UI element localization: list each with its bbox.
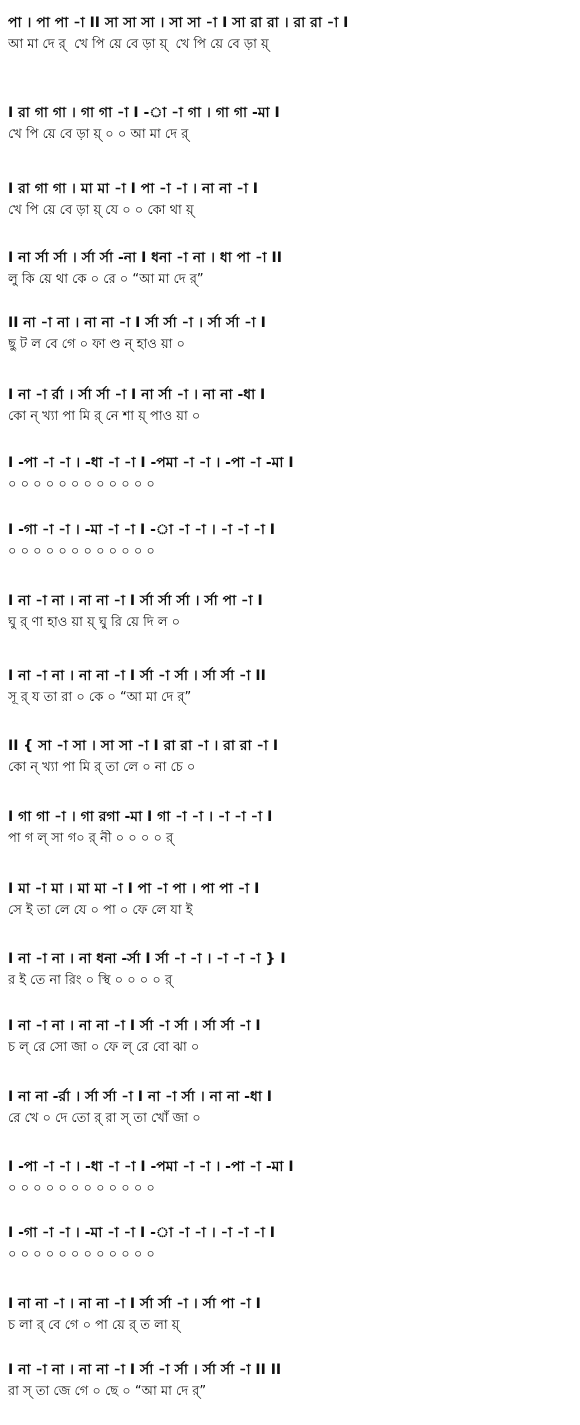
lyrics-line: ০ ০ ০ ০ ০ ০ ০ ০ ০ ০ ০ ০ <box>8 477 155 492</box>
lyrics-line: খে পি য়ে বে ড়া য়্ ০ ০ আ মা দে র্ <box>8 127 189 142</box>
notation-line: I না -া না । না না -া I র্সা -া র্সা । র্সা র্সা -া II <box>8 668 266 684</box>
notation-line: পা । পা পা -া II সা সা সা । সা সা -া I সা রা রা । রা রা -া I <box>8 15 349 31</box>
notation-line: II না -া না । না না -া I র্সা র্সা -া । র্সা র্সা -া I <box>8 315 266 331</box>
notation-line: I -পা -া -া । -ধা -া -া I -পমা -া -া । -পা -া -মা I <box>8 1159 294 1175</box>
notation-line: I না না -র্রা । র্সা র্সা -া I না -া র্সা । না না -ধা I <box>8 1089 272 1105</box>
notation-line: I না -া না । না না -া I র্সা -া র্সা । র্সা র্সা -া I <box>8 1018 261 1034</box>
notation-block <box>0 950 580 1014</box>
notation-block <box>0 314 580 378</box>
lyrics-line: রা স্ তা জে গে ০ ছে ০ “আ মা দে র্” <box>8 1384 207 1399</box>
notation-block <box>0 521 580 585</box>
notation-block <box>0 667 580 731</box>
notation-block <box>0 454 580 518</box>
notation-block <box>0 808 580 872</box>
notation-block <box>0 880 580 944</box>
notation-line: I -পা -া -া । -ধা -া -া I -পমা -া -া । -পা -া -মা I <box>8 455 294 471</box>
lyrics-line: আ মা দে র্ খে পি য়ে বে ড়া য়্ খে পি য়ে বে ড়া য়্ <box>8 37 269 52</box>
lyrics-line: চ ল্ রে সো জা ০ ফে ল্ রে বো ঝা ০ <box>8 1040 200 1055</box>
lyrics-line: র ই তে না রিং ০ স্থি ০ ০ ০ ০ র্ <box>8 973 173 988</box>
notation-line: I মা -া মা । মা মা -া I পা -া পা । পা পা -া I <box>8 881 260 897</box>
notation-line: I না -া না । না ধনা -র্সা I র্সা -া -া । -া -া -া } I <box>8 951 286 967</box>
notation-line: I না -া না । না না -া I র্সা র্সা র্সা । র্সা পা -া I <box>8 593 263 609</box>
lyrics-line: কো ন্ খ্যা পা মি র্ তা লে ০ না চে ০ <box>8 760 196 775</box>
notation-line: I রা গা গা । গা গা -া I -া -া গা । গা গা -মা I <box>8 105 280 121</box>
notation-block <box>0 1158 580 1222</box>
notation-block <box>0 14 580 78</box>
lyrics-line: ছু ট ল বে গে ০ ফা ণ্ড ন্ হাও য়া ০ <box>8 337 185 352</box>
lyrics-line: ০ ০ ০ ০ ০ ০ ০ ০ ০ ০ ০ ০ <box>8 1247 155 1262</box>
lyrics-line: ০ ০ ০ ০ ০ ০ ০ ০ ০ ০ ০ ০ <box>8 1181 155 1196</box>
notation-block <box>0 1224 580 1288</box>
notation-block <box>0 1295 580 1359</box>
notation-block <box>0 249 580 313</box>
notation-line: I না -া র্রা । র্সা র্সা -া I না র্সা -া । না না -ধা I <box>8 387 266 403</box>
lyrics-line: ০ ০ ০ ০ ০ ০ ০ ০ ০ ০ ০ ০ <box>8 544 155 559</box>
notation-block <box>0 1088 580 1152</box>
notation-block <box>0 737 580 801</box>
notation-block <box>0 1361 580 1425</box>
notation-line: I রা গা গা । মা মা -া I পা -া -া । না না -া I <box>8 181 259 197</box>
notation-block <box>0 592 580 656</box>
notation-line: I গা গা -া । গা রগা -মা I গা -া -া । -া -া -া I <box>8 809 273 825</box>
lyrics-line: লু কি য়ে থা কে ০ রে ০ “আ মা দে র্” <box>8 272 204 287</box>
lyrics-line: সে ই তা লে যে ০ পা ০ ফে লে যা ই <box>8 903 193 918</box>
notation-block <box>0 180 580 244</box>
notation-line: I না না -া । না না -া I র্সা র্সা -া । র্সা পা -া I <box>8 1296 261 1312</box>
notation-line: I -গা -া -া । -মা -া -া I -া -া -া । -া -া -া I <box>8 1225 276 1241</box>
notation-line: I না -া না । না না -া I র্সা -া র্সা । র্সা র্সা -া II II <box>8 1362 282 1378</box>
lyrics-line: খে পি য়ে বে ড়া য়্ যে ০ ০ কো থা য়্ <box>8 203 194 218</box>
notation-block <box>0 104 580 168</box>
notation-block <box>0 1017 580 1081</box>
lyrics-line: রে খে ০ দে তো র্ রা স্ তা খোঁ জা ০ <box>8 1111 201 1126</box>
notation-line: II { সা -া সা । সা সা -া I রা রা -া । রা রা -া I <box>8 738 279 754</box>
lyrics-line: সূ র্ য তা রা ০ কে ০ “আ মা দে র্” <box>8 690 192 705</box>
notation-line: I না র্সা র্সা । র্সা র্সা -না I ধনা -া না । ধা পা -া II <box>8 250 282 266</box>
lyrics-line: চ লা র্ বে গে ০ পা য়ে র্ ত লা য়্ <box>8 1318 180 1333</box>
notation-line: I -গা -া -া । -মা -া -া I -া -া -া । -া -া -া I <box>8 522 276 538</box>
lyrics-line: কো ন্ খ্যা পা মি র্ নে শা য়্ পাও য়া ০ <box>8 409 201 424</box>
notation-block <box>0 386 580 450</box>
lyrics-line: ঘু র্ ণা হাও য়া য়্ ঘু রি য়ে দি ল ০ <box>8 615 181 630</box>
lyrics-line: পা গ ল্ সা গ০ র্ নী ০ ০ ০ ০ র্ <box>8 831 174 846</box>
